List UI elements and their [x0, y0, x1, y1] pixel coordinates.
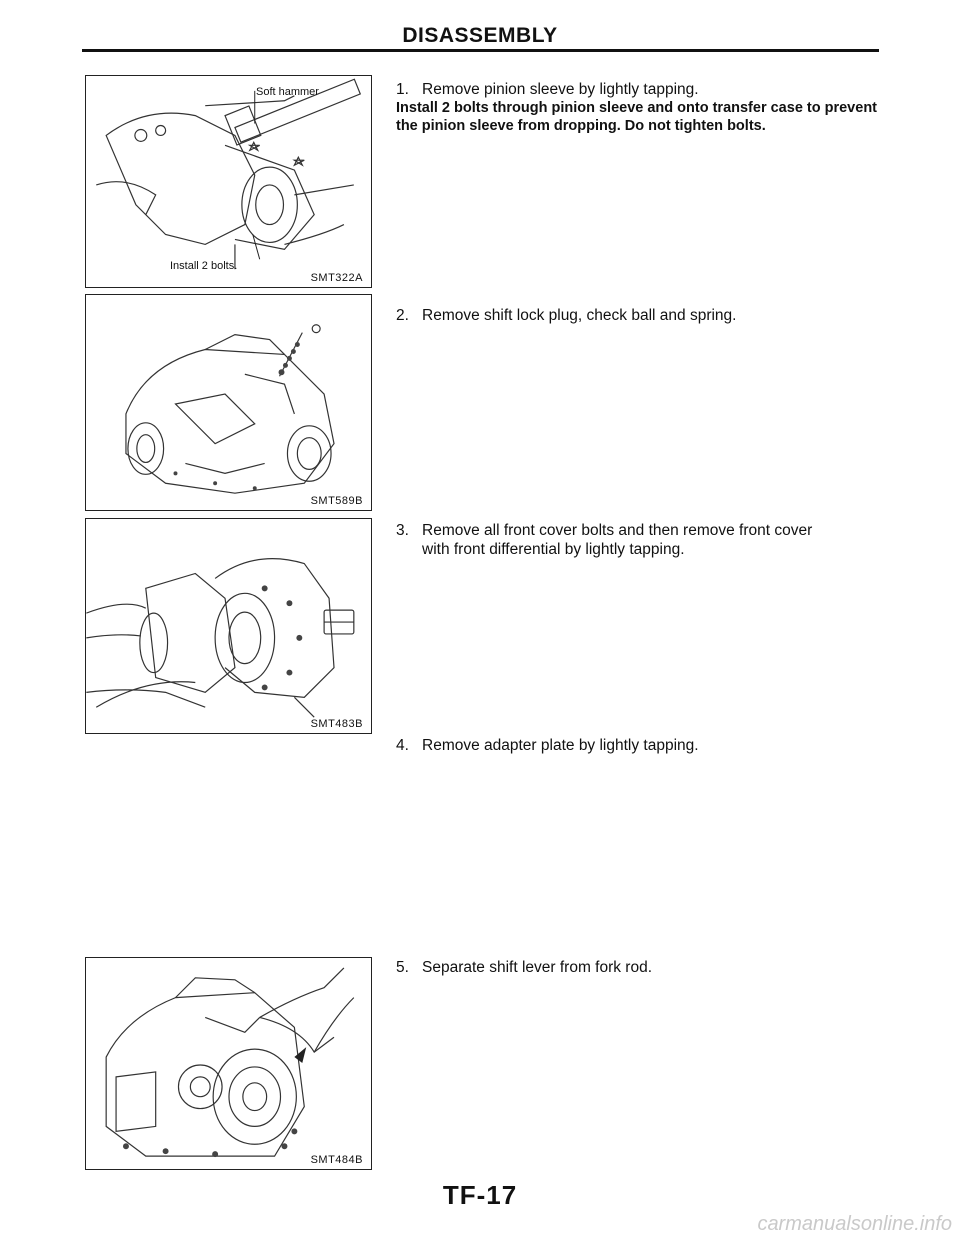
step-text: Separate shift lever from fork rod. [422, 959, 653, 976]
watermark: carmanualsonline.info [757, 1213, 952, 1235]
step-number: 2. [396, 307, 409, 324]
figure-shift-lock-plug [85, 294, 372, 511]
step-text: Remove shift lock plug, check ball and spring. [422, 307, 737, 324]
step-text: Remove adapter plate by lightly tapping. [422, 737, 699, 754]
step-4 [396, 736, 886, 755]
step-number: 4. [396, 737, 409, 754]
step-text: Remove pinion sleeve by lightly tapping. [422, 81, 699, 98]
step-number: 3. [396, 522, 409, 539]
step-2 [396, 306, 886, 325]
step-3 [396, 521, 886, 559]
page-number: TF-17 [442, 1180, 518, 1210]
figure-soft-hammer-illustration [86, 76, 371, 287]
figure-shift-lever [85, 957, 372, 1170]
step-note: Install 2 bolts through pinion sleeve and onto transfer case to prevent the pinion sleeve from dropping. Do not tighten bolts. [396, 100, 877, 134]
step-number: 5. [396, 959, 409, 976]
header-rule [82, 49, 879, 52]
figure-soft-hammer [85, 75, 372, 288]
figure-front-cover-illustration [86, 519, 371, 733]
step-number: 1. [396, 81, 409, 98]
figure-shift-lever-illustration [86, 958, 371, 1169]
figure-front-cover [85, 518, 372, 734]
callout-install-bolts: Install 2 bolts. [170, 260, 238, 272]
step-1 [396, 80, 886, 135]
step-5 [396, 958, 886, 977]
figure-code: SMT322A [310, 272, 363, 284]
figure-code: SMT484B [310, 1154, 363, 1166]
step-text-continued: with front differential by lightly tapping. [422, 541, 685, 558]
figure-shift-lock-plug-illustration [86, 295, 371, 510]
step-text: Remove all front cover bolts and then remove front cover [422, 522, 813, 539]
figure-code: SMT483B [310, 718, 363, 730]
page-title: DISASSEMBLY [402, 24, 558, 47]
figure-code: SMT589B [310, 495, 363, 507]
callout-soft-hammer: Soft hammer [256, 86, 319, 98]
